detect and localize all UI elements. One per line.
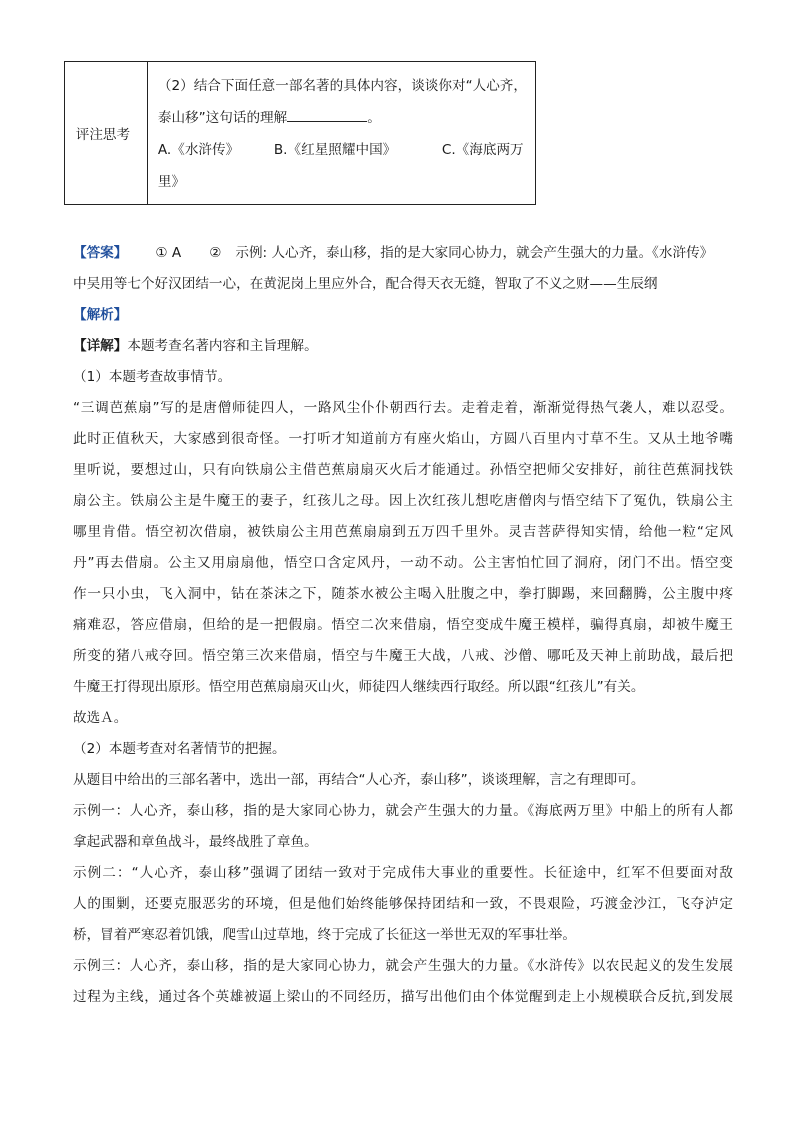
question-line-1: （2）结合下面任意一部名著的具体内容，谈谈你对“人心齐，	[157, 78, 527, 94]
table-question-cell	[148, 62, 535, 204]
answer-part-2-prefix: ②	[209, 245, 222, 261]
q2-paragraph-line: 示例一：人心齐，泰山移，指的是大家同心协力，就会产生强大的力量。《海底两万里》中船上的所有人都	[73, 803, 733, 819]
q2-paragraph-line: 人的围剿，还要克服恶劣的环境，但是他们始终能够保持团结和一致，不畏艰险，巧渡金沙江，飞夺泸定	[73, 896, 733, 912]
q1-paragraph-line: 所变的猪八戒夺回。悟空第三次来借扇，悟空与牛魔王大战，八戒、沙僧、哪吒及天神上前助战，最后把	[73, 648, 733, 664]
option-a: A.《水浒传》	[157, 142, 240, 158]
options-row	[158, 134, 527, 166]
answer-line-2: 中吴用等七个好汉团结一心，在黄泥岗上里应外合，配合得天衣无缝，智取了不义之财——生辰纲	[73, 276, 658, 292]
q1-paragraph-line: 扇公主。铁扇公主是牛魔王的妻子，红孩儿之母。因上次红孩儿想吃唐僧肉与悟空结下了冤仇，铁扇公主	[73, 493, 733, 509]
answer-analysis-content	[73, 238, 733, 1013]
q1-paragraph-line: 作一只小虫，飞入洞中，钻在茶沫之下，随茶水被公主喝入肚腹之中，拳打脚踢，来回翻腾，公主腹中疼	[73, 586, 733, 602]
q1-paragraph-line: 里听说，要想过山，只有向铁扇公主借芭蕉扇扇灭火后才能通过。孙悟空把师父安排好，前往芭蕉洞找铁	[73, 462, 733, 478]
option-b: B.《红星照耀中国》	[273, 142, 397, 158]
q2-paragraph-line: 从题目中给出的三部名著中，选出一部，再结合“人心齐，泰山移”，谈谈理解，言之有理即可。	[73, 772, 645, 788]
q2-paragraph-line: 过程为主线，通过各个英雄被逼上梁山的不同经历，描写出他们由个体觉醒到走上小规模联合反抗,到发展	[73, 989, 733, 1005]
detail-text: 本题考查名著内容和主旨理解。	[127, 338, 318, 354]
analysis-tag-line	[73, 300, 733, 331]
q1-paragraph-line: 此时正值秋天，大家感到很奇怪。一打听才知道前方有座火焰山，方圆八百里内寸草不生。又从土地爷嘴	[73, 431, 733, 447]
q1-paragraph-line: “三调芭蕉扇”写的是唐僧师徒四人，一路风尘仆仆朝西行去。走着走着，渐渐觉得热气袭人，难以忍受。	[73, 400, 733, 416]
answer-part-2-text: 示例: 人心齐，泰山移，指的是大家同心协力，就会产生强大的力量。《水浒传》	[235, 245, 714, 261]
q1-intro: （1）本题考查故事情节。	[73, 369, 232, 385]
answer-part-1: ① A	[155, 245, 182, 261]
option-c-continuation: 里》	[157, 174, 186, 190]
table-label: 评注思考	[75, 127, 131, 143]
q2-paragraph-line: 桥，冒着严寒忍着饥饿，爬雪山过草地，终于完成了长征这一举世无双的军事壮举。	[73, 927, 576, 943]
q1-paragraph-line: 哪里肯借。悟空初次借扇，被铁扇公主用芭蕉扇扇到五万四千里外。灵吉菩萨得知实情，给他一粒“定风	[73, 524, 733, 540]
option-c: C.《海底两万	[441, 142, 524, 158]
question-line-2	[158, 102, 527, 134]
answer-tag: 【答案】	[73, 245, 128, 261]
detail-tag: 【详解】	[73, 338, 128, 354]
table-label-cell	[65, 62, 148, 204]
q2-paragraph-line: 拿起武器和章鱼战斗，最终战胜了章鱼。	[73, 834, 318, 850]
q2-paragraph-line: 示例三：人心齐，泰山移，指的是大家同心协力，就会产生强大的力量。《水浒传》以农民起义的发生发展	[73, 958, 733, 974]
q2-intro: （2）本题考查对名著情节的把握。	[73, 741, 286, 757]
answer-line-1	[73, 238, 733, 269]
analysis-tag: 【解析】	[73, 307, 128, 323]
q2-paragraph-line: 示例二：“人心齐，泰山移”强调了团结一致对于完成伟大事业的重要性。长征途中，红军不但要面对敌	[73, 865, 733, 881]
q1-paragraph-line: 丹”再去借扇。公主又用扇扇他，悟空口含定风丹，一动不动。公主害怕忙回了洞府，闭门不出。悟空变	[73, 555, 733, 571]
detail-line	[73, 331, 733, 362]
question-line-2-end: 。	[367, 110, 381, 126]
q1-paragraph-line: 痛难忍，答应借扇，但给的是一把假扇。悟空二次来借扇，悟空变成牛魔王模样，骗得真扇，却被牛魔王	[73, 617, 733, 633]
question-line-2-text: 泰山移”这句话的理解	[157, 110, 288, 126]
q1-conclusion: 故选Ａ。	[73, 710, 128, 726]
question-table	[64, 61, 536, 205]
answer-blank	[287, 107, 367, 122]
q1-paragraph-line: 牛魔王打得现出原形。悟空用芭蕉扇扇灭山火，师徒四人继续西行取经。所以跟“红孩儿”有关。	[73, 679, 645, 695]
